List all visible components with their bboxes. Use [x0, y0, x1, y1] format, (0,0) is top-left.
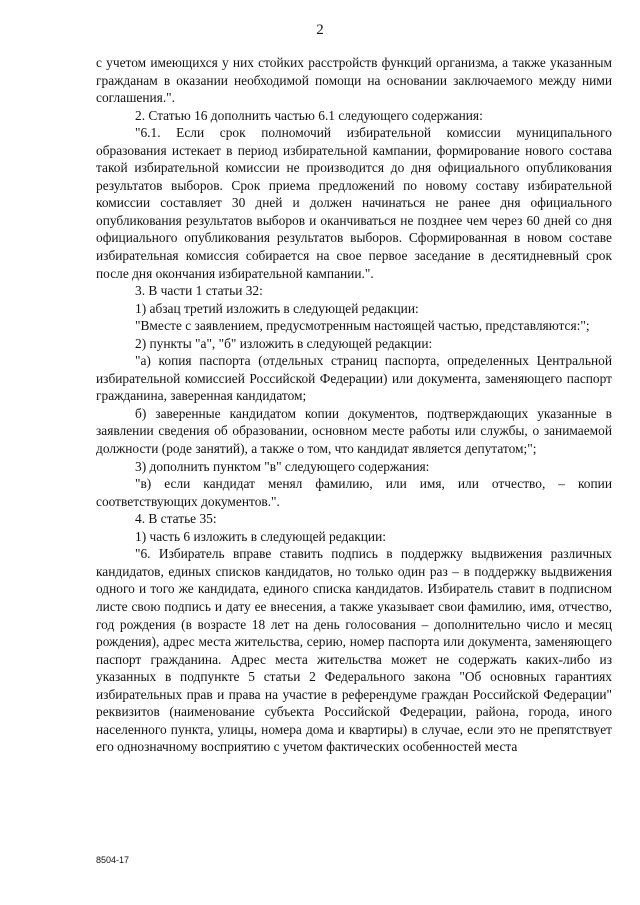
- paragraph: "6. Избиратель вправе ставить подпись в поддержку выдвижения различных кандидатов, единых списков кандидатов, но только один раз – в поддержку выдвижения одного и того же кандидата, единого списка кандидатов. Избиратель ставит в подписном листе свою подпись и дату ее внесения, а также указывает свои фамилию, имя, отчество, год рождения (в возрасте 18 лет на день голосования – дополнительно число и месяц рождения), адрес места жительства, серию, номер паспорта или документа, заменяющего паспорт гражданина. Адрес места жительства может не содержать каких-либо из указанных в подпункте 5 статьи 2 Федерального закона "Об основных гарантиях избирательных прав и права на участие в референдуме граждан Российской Федерации" реквизитов (наименование субъекта Российской Федерации, района, города, иного населенного пункта, улицы, номера дома и квартиры) в случае, если это не препятствует его однозначному восприятию с учетом фактических особенностей места: [96, 546, 612, 755]
- paragraph: 1) абзац третий изложить в следующей редакции:: [135, 300, 419, 316]
- paragraph: с учетом имеющихся у них стойких расстройств функций организма, а также указанным гражданам в оказании необходимой помощи на основании заключаемого между ними соглашения.".: [96, 55, 612, 106]
- paragraph: "Вместе с заявлением, предусмотренным настоящей частью, представляются:";: [135, 318, 590, 334]
- page-number: 2: [316, 22, 324, 38]
- document-body: [96, 54, 612, 756]
- paragraph: б) заверенные кандидатом копии документов, подтверждающих указанные в заявлении сведения об образовании, основном месте работы или службы, о занимаемой должности (роде занятий), а также о том, что кандидат является депутатом;";: [96, 405, 612, 457]
- paragraph: 2) пункты "а", "б" изложить в следующей редакции:: [135, 335, 433, 351]
- paragraph: 3. В части 1 статьи 32:: [135, 283, 263, 299]
- paragraph: 3) дополнить пунктом "в" следующего содержания:: [135, 458, 430, 474]
- paragraph: 1) часть 6 изложить в следующей редакции:: [135, 528, 386, 544]
- paragraph: "а) копия паспорта (отдельных страниц паспорта, определенных Центральной избирательной комиссией Российской Федерации) или документа, заменяющего паспорт гражданина, заверенная кандидатом;: [96, 353, 612, 404]
- document-code: 8504-17: [96, 855, 130, 865]
- paragraph: "6.1. Если срок полномочий избирательной комиссии муниципального образования истекает в период избирательной кампании, формирование нового состава такой избирательной комиссии не производится до дня официального опубликования результатов выборов. Срок приема предложений по новому составу избирательной комиссии составляет 30 дней и должен начинаться не ранее дня официального опубликования результатов выборов и оканчиваться не позднее чем через 60 дней со дня официального опубликования результатов выборов. Сформированная в новом составе избирательная комиссия собирается на свое первое заседание в десятидневный срок после дня окончания избирательной кампании.".: [96, 125, 612, 281]
- paragraph: "в) если кандидат менял фамилию, или имя, или отчество, – копии соответствующих документов.".: [96, 476, 612, 509]
- paragraph: 4. В статье 35:: [135, 511, 217, 527]
- paragraph: 2. Статью 16 дополнить частью 6.1 следующего содержания:: [135, 107, 483, 123]
